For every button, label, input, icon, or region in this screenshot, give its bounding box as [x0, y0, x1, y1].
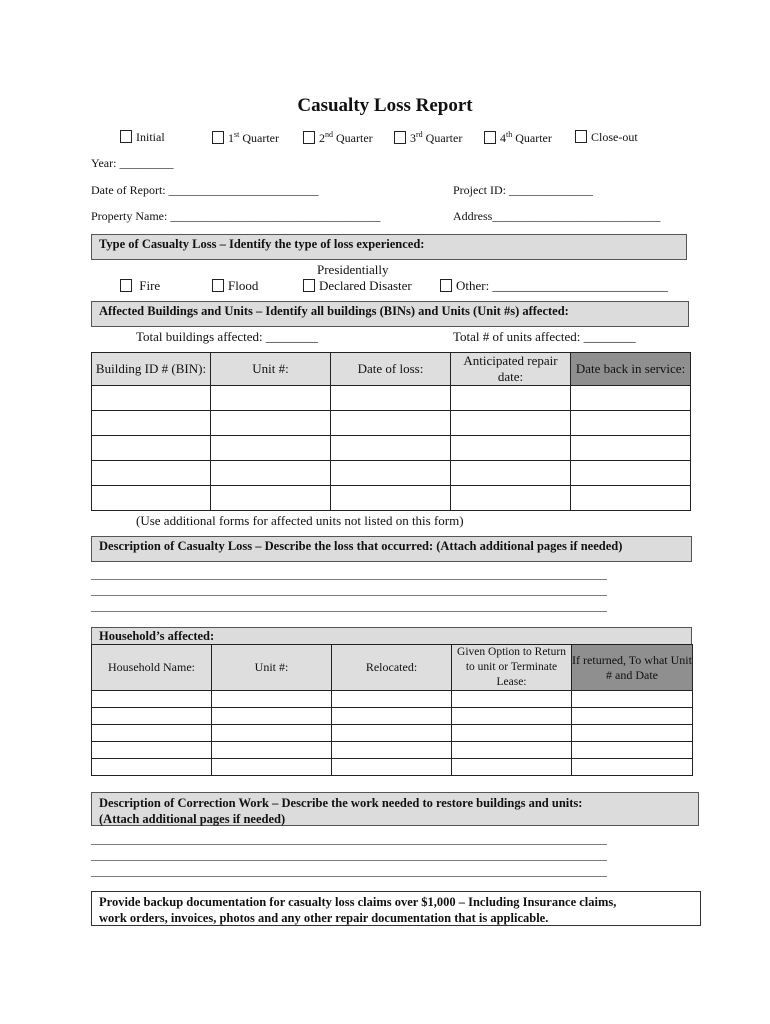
- correction-header-line1: Description of Correction Work – Describe the work needed to restore buildings and units:: [99, 796, 583, 810]
- checkbox-icon[interactable]: [212, 131, 224, 144]
- column-header: Building ID # (BIN):: [92, 353, 211, 386]
- backup-notice: [91, 891, 701, 926]
- table-row: [92, 708, 693, 725]
- checkbox-fire[interactable]: Fire: [120, 278, 160, 294]
- description-header: Description of Casualty Loss – Describe the loss that occurred: (Attach additional pages if needed): [91, 536, 692, 562]
- buildings-table: [91, 352, 691, 511]
- loss-type-header: Type of Casualty Loss – Identify the type of loss experienced:: [91, 234, 687, 260]
- checkbox-icon[interactable]: [303, 279, 315, 292]
- column-header: If returned, To what Unit # and Date: [572, 645, 693, 691]
- correction-line[interactable]: ______________________________________________________________________________________: [91, 848, 607, 862]
- total-units-field[interactable]: Total # of units affected: ________: [453, 329, 636, 344]
- households-table: [91, 644, 693, 776]
- households-header: Household’s affected:: [91, 627, 692, 645]
- table-row: [92, 725, 693, 742]
- column-header: Household Name:: [92, 645, 212, 691]
- total-buildings-field[interactable]: Total buildings affected: ________: [136, 329, 318, 344]
- checkbox-icon[interactable]: [440, 279, 452, 292]
- checkbox-other[interactable]: Other: ___________________________: [440, 278, 668, 294]
- correction-header: [91, 792, 699, 826]
- table-row: [92, 411, 691, 436]
- buildings-header: Affected Buildings and Units – Identify all buildings (BINs) and Units (Unit #s) affected:: [91, 301, 689, 327]
- table-row: [92, 759, 693, 776]
- checkbox-icon[interactable]: [394, 131, 406, 144]
- description-line[interactable]: ______________________________________________________________________________________: [91, 583, 607, 597]
- table-row: [92, 436, 691, 461]
- table-row: [92, 486, 691, 511]
- checkbox-icon[interactable]: [120, 130, 132, 143]
- backup-notice-line1: Provide backup documentation for casualty loss claims over $1,000 – Including Insurance claims,: [99, 895, 617, 909]
- description-line[interactable]: ______________________________________________________________________________________: [91, 599, 607, 613]
- presidentially-label: Presidentially: [317, 262, 389, 277]
- checkbox-3rd-quarter[interactable]: 3rd Quarter: [394, 130, 462, 146]
- column-header: Date of loss:: [331, 353, 451, 386]
- column-header: Date back in service:: [571, 353, 691, 386]
- correction-line[interactable]: ______________________________________________________________________________________: [91, 864, 607, 878]
- checkbox-initial[interactable]: Initial: [120, 130, 165, 145]
- checkbox-icon[interactable]: [120, 279, 132, 292]
- backup-notice-line2: work orders, invoices, photos and any other repair documentation that is applicable.: [99, 911, 549, 925]
- table-row: [92, 461, 691, 486]
- table-header-row: [92, 645, 693, 691]
- checkbox-4th-quarter[interactable]: 4th Quarter: [484, 130, 552, 146]
- checkbox-icon[interactable]: [484, 131, 496, 144]
- table-row: [92, 691, 693, 708]
- column-header: Unit #:: [211, 353, 331, 386]
- date-of-report-field[interactable]: Date of Report: _________________________: [91, 183, 319, 197]
- description-line[interactable]: ______________________________________________________________________________________: [91, 567, 607, 581]
- year-field[interactable]: Year: _________: [91, 156, 174, 170]
- address-field[interactable]: Address____________________________: [453, 209, 661, 223]
- correction-header-line2: (Attach additional pages if needed): [99, 812, 286, 826]
- checkbox-declared-disaster[interactable]: Declared Disaster: [303, 278, 412, 294]
- property-name-field[interactable]: Property Name: ___________________________________: [91, 209, 381, 223]
- project-id-field[interactable]: Project ID: ______________: [453, 183, 593, 197]
- column-header: Relocated:: [332, 645, 452, 691]
- checkbox-close-out[interactable]: Close-out: [575, 130, 638, 145]
- column-header: Anticipated repair date:: [451, 353, 571, 386]
- correction-line[interactable]: ______________________________________________________________________________________: [91, 832, 607, 846]
- buildings-note: (Use additional forms for affected units not listed on this form): [136, 513, 464, 528]
- checkbox-icon[interactable]: [303, 131, 315, 144]
- page-title: Casualty Loss Report: [297, 95, 473, 116]
- checkbox-flood[interactable]: Flood: [212, 278, 258, 294]
- table-row: [92, 742, 693, 759]
- checkbox-icon[interactable]: [212, 279, 224, 292]
- column-header: Given Option to Return to unit or Terminate Lease:: [452, 645, 572, 691]
- checkbox-1st-quarter[interactable]: 1st Quarter: [212, 130, 279, 146]
- checkbox-2nd-quarter[interactable]: 2nd Quarter: [303, 130, 373, 146]
- checkbox-icon[interactable]: [575, 130, 587, 143]
- column-header: Unit #:: [212, 645, 332, 691]
- table-header-row: [92, 353, 691, 386]
- table-row: [92, 386, 691, 411]
